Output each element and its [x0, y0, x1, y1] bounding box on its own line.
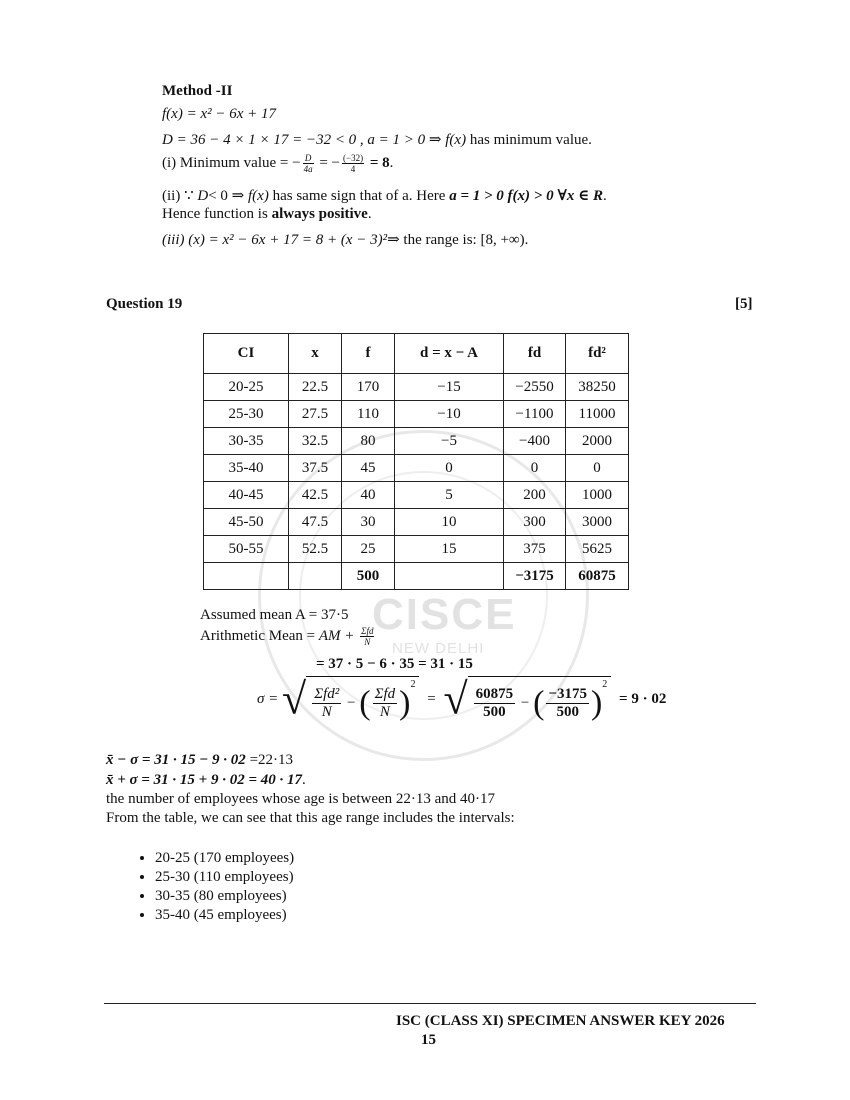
table-cell: 30-35 [204, 428, 289, 455]
upper-bound-math: x̄ + σ = 31 · 15 + 9 · 02 = 40 · 17 [106, 772, 303, 788]
table-header-cell: f [342, 334, 395, 374]
upper-bound-line [106, 772, 306, 789]
watermark-subtext: NEW DELHI [392, 640, 485, 657]
fraction-denominator: 500 [483, 704, 506, 721]
table-cell: 20-25 [204, 374, 289, 401]
fraction-d-over-4a [303, 153, 314, 174]
table-header-cell: d = x − A [395, 334, 504, 374]
fraction-numerator: Σfd [361, 626, 374, 636]
table-cell: −400 [504, 428, 566, 455]
table-cell: 2000 [566, 428, 629, 455]
lower-bound-line [106, 752, 293, 769]
table-cell: 40 [342, 482, 395, 509]
table-header-row [204, 334, 629, 374]
table-cell: 35-40 [204, 455, 289, 482]
employees-range-text: the number of employees whose age is between 22·13 and 40·17 [106, 791, 496, 807]
fraction-denominator: 4 [350, 164, 356, 174]
table-cell: 0 [504, 455, 566, 482]
discriminant-math: D = 36 − 4 × 1 × 17 = −32 < 0 , a = 1 > 0 ⇒ f(x) [162, 132, 467, 148]
sign-text-b: D [197, 188, 209, 204]
minus-sign: − [520, 695, 530, 712]
table-row [204, 455, 629, 482]
fraction-minus3175-over-500 [546, 686, 589, 721]
sqrt-icon: √ [443, 674, 468, 724]
list-item: • 30-35 (80 employees) [155, 887, 294, 906]
square-exponent: 2 [602, 679, 608, 690]
fraction-denominator: N [379, 704, 390, 721]
footer-rule [104, 1003, 756, 1004]
table-row [204, 509, 629, 536]
function-definition: f(x) = x² − 6x + 17 [162, 106, 276, 122]
footer-title: ISC (CLASS XI) SPECIMEN ANSWER KEY 2026 [396, 1013, 725, 1029]
interval-list [129, 849, 294, 925]
table-cell: 300 [504, 509, 566, 536]
table-cell: 500 [342, 563, 395, 590]
assumed-mean: Assumed mean A = 37·5 [200, 607, 349, 623]
standard-deviation-formula [257, 676, 666, 723]
minimum-value-line [162, 153, 393, 174]
list-item: • 25-30 (110 employees) [155, 868, 294, 887]
table-cell: 1000 [566, 482, 629, 509]
table-header-cell: fd [504, 334, 566, 374]
table-total-row [204, 563, 629, 590]
sign-line [162, 186, 607, 205]
fraction-numerator: Σfd² [314, 686, 340, 703]
table-header-cell: fd² [566, 334, 629, 374]
square-exponent: 2 [410, 679, 416, 690]
table-cell: 5625 [566, 536, 629, 563]
table-cell: 110 [342, 401, 395, 428]
sqrt-body-2 [468, 676, 612, 723]
positive-text-a: Hence function is [162, 206, 272, 222]
table-cell: 5 [395, 482, 504, 509]
sign-text-e: has same sign that of a. Here [268, 188, 450, 204]
question-label: Question 19 [106, 296, 183, 312]
fraction-sigma-fd-over-n [373, 686, 398, 721]
left-paren: ( [533, 684, 545, 722]
table-cell: 27.5 [289, 401, 342, 428]
table-cell: 0 [395, 455, 504, 482]
minimum-result: = 8 [366, 154, 390, 171]
fraction-numerator: D [303, 153, 314, 164]
sqrt-icon: √ [282, 674, 307, 724]
table-cell: 45-50 [204, 509, 289, 536]
upper-bound-end: . [302, 772, 306, 788]
table-cell: −15 [395, 374, 504, 401]
table-row [204, 428, 629, 455]
range-line [162, 230, 528, 249]
list-item: • 35-40 (45 employees) [155, 906, 294, 925]
minus-sign: − [347, 695, 356, 712]
table-cell: 200 [504, 482, 566, 509]
always-positive-line [162, 206, 372, 223]
arithmetic-mean-line [200, 626, 376, 647]
table-cell: 60875 [566, 563, 629, 590]
right-paren: ) [590, 684, 603, 722]
sign-text-f: a = 1 > 0 f(x) > 0 ∀x ∈ R [449, 188, 604, 204]
frequency-table [203, 333, 629, 590]
table-cell [395, 563, 504, 590]
table-cell [204, 563, 289, 590]
fraction-numerator: −3175 [548, 686, 587, 703]
fraction-sigma-fd2-over-n [312, 686, 341, 721]
fraction-60875-over-500 [474, 686, 516, 721]
table-cell: 50-55 [204, 536, 289, 563]
am-math: AM + [318, 627, 359, 644]
table-cell: 375 [504, 536, 566, 563]
fraction-denominator: N [364, 637, 371, 647]
table-cell: 37.5 [289, 455, 342, 482]
am-label: Arithmetic Mean = [200, 627, 319, 644]
range-math: (iii) (x) = x² − 6x + 17 = 8 + (x − 3)² [162, 232, 388, 248]
watermark-text: CISCE [372, 590, 517, 639]
table-cell: 30 [342, 509, 395, 536]
table-cell: −10 [395, 401, 504, 428]
discriminant-line [162, 130, 592, 149]
minimum-mid: = − [315, 154, 340, 171]
table-cell: 3000 [566, 509, 629, 536]
table-cell: 15 [395, 536, 504, 563]
equals-sign: = [427, 690, 436, 707]
table-cell: 80 [342, 428, 395, 455]
sign-text-g: . [603, 188, 607, 204]
table-cell: 170 [342, 374, 395, 401]
table-cell: 0 [566, 455, 629, 482]
fraction-denominator: 4a [303, 164, 313, 174]
table-cell [289, 563, 342, 590]
table-header-cell: CI [204, 334, 289, 374]
table-cell: 52.5 [289, 536, 342, 563]
table-cell: 25-30 [204, 401, 289, 428]
minimum-end: . [389, 154, 394, 171]
table-cell: −3175 [504, 563, 566, 590]
minimum-label: (i) Minimum value = − [162, 154, 301, 171]
sigma-label: σ = [257, 690, 279, 707]
fraction-denominator: 500 [556, 704, 579, 721]
range-text: ⇒ the range is: [8, +∞). [387, 232, 529, 248]
intervals-intro-text: From the table, we can see that this age range includes the intervals: [106, 810, 515, 826]
positive-text-b: always positive [271, 206, 368, 222]
lower-bound-value: =22·13 [245, 752, 294, 768]
table-cell: 40-45 [204, 482, 289, 509]
positive-text-c: . [367, 206, 372, 222]
table-cell: 47.5 [289, 509, 342, 536]
fraction-minus32-over-4 [342, 153, 364, 174]
page-number: 15 [421, 1032, 436, 1048]
sqrt-body-1 [306, 676, 419, 723]
table-cell: 32.5 [289, 428, 342, 455]
sign-text-d: f(x) [248, 188, 269, 204]
method-heading: Method -II [162, 83, 233, 99]
table-cell: 38250 [566, 374, 629, 401]
table-row [204, 482, 629, 509]
sign-text-c: < 0 ⇒ [208, 188, 248, 204]
table-cell: 42.5 [289, 482, 342, 509]
right-paren: ) [399, 684, 411, 722]
table-row [204, 536, 629, 563]
fraction-denominator: N [321, 704, 332, 721]
table-row [204, 374, 629, 401]
fraction-numerator: (−32) [343, 153, 364, 163]
list-item: • 20-25 (170 employees) [155, 849, 294, 868]
table-cell: −1100 [504, 401, 566, 428]
left-paren: ( [359, 684, 371, 722]
table-row [204, 401, 629, 428]
table-cell: 25 [342, 536, 395, 563]
sign-text-a: (ii) ∵ [162, 188, 198, 204]
lower-bound-math: x̄ − σ = 31 · 15 − 9 · 02 [106, 752, 246, 768]
discriminant-text: has minimum value. [466, 132, 592, 148]
fraction-sigma-fd-over-n [360, 626, 374, 647]
table-cell: 22.5 [289, 374, 342, 401]
table-cell: 10 [395, 509, 504, 536]
table-cell: 11000 [566, 401, 629, 428]
question-marks: [5] [735, 296, 753, 312]
table-header-cell: x [289, 334, 342, 374]
fraction-numerator: Σfd [374, 686, 396, 703]
table-cell: 45 [342, 455, 395, 482]
fraction-numerator: 60875 [475, 686, 514, 703]
arithmetic-mean-value: = 37 · 5 − 6 · 35 = 31 · 15 [316, 656, 473, 672]
table-cell: −5 [395, 428, 504, 455]
sigma-result: = 9 · 02 [619, 690, 667, 707]
table-cell: −2550 [504, 374, 566, 401]
